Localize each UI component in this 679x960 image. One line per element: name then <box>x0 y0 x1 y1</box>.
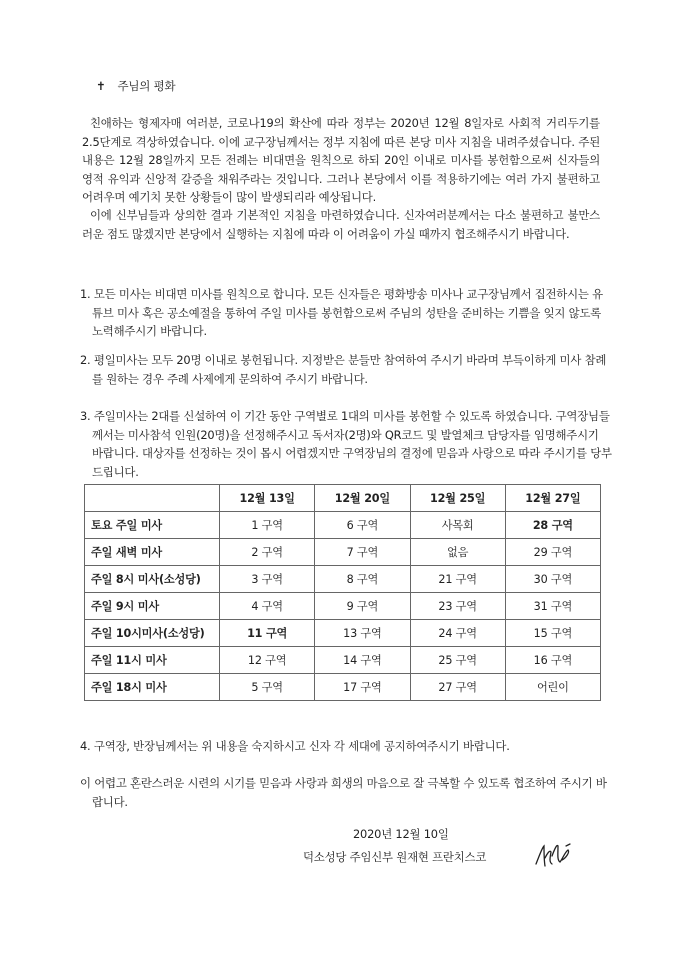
table-cell: 14 구역 <box>315 647 410 674</box>
row-label: 토요 주일 미사 <box>85 512 220 539</box>
table-cell: 1 구역 <box>220 512 315 539</box>
table-cell: 17 구역 <box>315 674 410 701</box>
list-item-1: 1. 모든 미사는 비대면 미사를 원칙으로 합니다. 모든 신자들은 평화방송 미사나 교구장님께서 집전하시는 유튜브 미사 혹은 공소예절을 통하여 주일 미사를 봉헌함으로써 주님의 성탄을 준비하는 기쁨을 잊지 않도록 노력해주시기 바랍니다. <box>80 287 603 338</box>
table-cell: 24 구역 <box>410 620 505 647</box>
table-cell: 사목회 <box>410 512 505 539</box>
header-date-1: 12월 13일 <box>220 485 315 512</box>
table-cell: 6 구역 <box>315 512 410 539</box>
table-cell: 12 구역 <box>220 647 315 674</box>
table-row <box>85 674 601 701</box>
row-label: 주일 9시 미사 <box>85 593 220 620</box>
table-cell: 28 구역 <box>505 512 600 539</box>
cross-icon: ✝ <box>96 79 106 93</box>
table-cell: 5 구역 <box>220 674 315 701</box>
table-cell: 29 구역 <box>505 539 600 566</box>
table-cell: 23 구역 <box>410 593 505 620</box>
table-row <box>85 539 601 566</box>
table-row <box>85 593 601 620</box>
table-cell: 31 구역 <box>505 593 600 620</box>
table-cell: 4 구역 <box>220 593 315 620</box>
table-cell: 27 구역 <box>410 674 505 701</box>
table-row <box>85 620 601 647</box>
table-cell: 11 구역 <box>220 620 315 647</box>
header-corner <box>85 485 220 512</box>
table-row <box>85 647 601 674</box>
row-label: 주일 11시 미사 <box>85 647 220 674</box>
heading-title: 주님의 평화 <box>117 79 176 93</box>
mass-schedule-table <box>84 484 601 701</box>
table-cell: 30 구역 <box>505 566 600 593</box>
row-label: 주일 18시 미사 <box>85 674 220 701</box>
table-cell: 3 구역 <box>220 566 315 593</box>
table-cell: 어린이 <box>505 674 600 701</box>
table-cell: 8 구역 <box>315 566 410 593</box>
table-cell: 25 구역 <box>410 647 505 674</box>
table-cell: 13 구역 <box>315 620 410 647</box>
header-date-2: 12월 20일 <box>315 485 410 512</box>
table-cell: 15 구역 <box>505 620 600 647</box>
heading <box>96 78 175 94</box>
row-label: 주일 10시미사(소성당) <box>85 620 220 647</box>
table-cell: 7 구역 <box>315 539 410 566</box>
list-item-4: 4. 구역장, 반장님께서는 위 내용을 숙지하시고 신자 각 세대에 공지하여주시기 바랍니다. <box>80 739 510 753</box>
intro-paragraph-2: 이에 신부님들과 상의한 결과 기본적인 지침을 마련하였습니다. 신자여러분께서는 다소 불편하고 불만스러운 점도 많겠지만 본당에서 실행하는 지침에 따라 이 어려움이 가실 때까지 협조해주시기 바랍니다. <box>82 208 600 241</box>
table-cell: 없음 <box>410 539 505 566</box>
handwritten-signature <box>532 840 574 870</box>
table-row <box>85 566 601 593</box>
table-row <box>85 512 601 539</box>
row-label: 주일 새벽 미사 <box>85 539 220 566</box>
row-label: 주일 8시 미사(소성당) <box>85 566 220 593</box>
intro-paragraph-1: 친애하는 형제자매 여러분, 코로나19의 확산에 따라 정부는 2020년 12월 8일자로 사회적 거리두기를 2.5단계로 격상하였습니다. 이에 교구장님께서는 정부 지침에 따른 본당 미사 지침을 내려주셨습니다. 주된 내용은 12월 28일까지 모든 전례는 비대면을 원칙으로 하되 20인 이내로 미사를 봉헌함으로써 신자들의 영적 유익과 신앙적 갈증을 채워주라는 것입니다. 그러나 본당에서 이를 적용하기에는 여러 가지 불편하고 어려우며 예기치 못한 상황들이 많이 발생되리라 예상됩니다. <box>82 116 600 204</box>
closing-paragraph: 이 어렵고 혼란스러운 시련의 시기를 믿음과 사랑과 희생의 마음으로 잘 극복할 수 있도록 협조하여 주시기 바랍니다. <box>80 776 607 809</box>
list-item-3: 3. 주일미사는 2대를 신설하여 이 기간 동안 구역별로 1대의 미사를 봉헌할 수 있도록 하였습니다. 구역장님들께서는 미사참석 인원(20명)을 선정해주시고 독서자(2명)와 QR코드 및 발열체크 담당자를 임명해주시기 바랍니다. 대상자를 선정하는 것이 몹시 어렵겠지만 구역장님의 결정에 믿음과 사랑으로 따라 주시기를 당부 드립니다. <box>80 409 612 479</box>
list-item-2: 2. 평일미사는 모두 20명 이내로 봉헌됩니다. 지정받은 분들만 참여하여 주시기 바라며 부득이하게 미사 참례를 원하는 경우 주례 사제에게 문의하여 주시기 바랍니다. <box>80 353 607 386</box>
table-cell: 16 구역 <box>505 647 600 674</box>
table-cell: 2 구역 <box>220 539 315 566</box>
header-date-3: 12월 25일 <box>410 485 505 512</box>
header-date-4: 12월 27일 <box>505 485 600 512</box>
letter-date: 2020년 12월 10일 <box>353 827 449 841</box>
table-cell: 9 구역 <box>315 593 410 620</box>
signer-line: 덕소성당 주임신부 원재현 프란치스코 <box>303 850 487 864</box>
table-cell: 21 구역 <box>410 566 505 593</box>
table-header-row <box>85 485 601 512</box>
